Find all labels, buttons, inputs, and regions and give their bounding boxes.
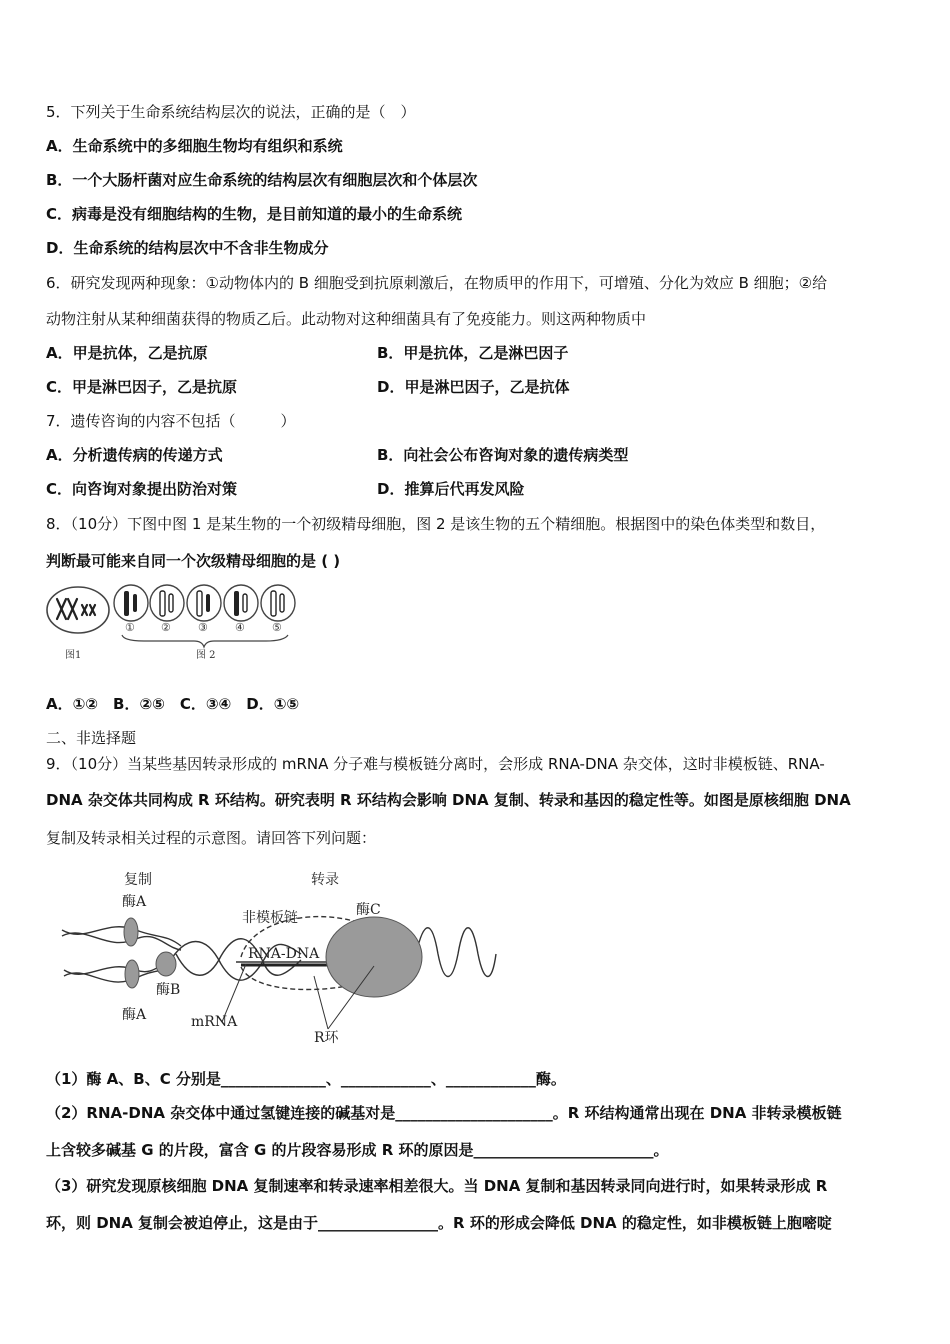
fig2-brace [122, 635, 288, 647]
q7-option-d: D．推算后代再发风险 [377, 480, 525, 498]
cell-label-3: ③ [198, 621, 208, 634]
q9-sub2-line2: 上含较多碱基 G 的片段，富含 G 的片段容易形成 R 环的原因是________________________。 [46, 1141, 669, 1159]
cell-label-4: ④ [235, 621, 245, 634]
label-enzyme-b: 酶B [156, 982, 181, 998]
label-non-template: 非模板链 [242, 910, 298, 926]
sperm-cell-2 [150, 585, 184, 621]
enzyme-a-top [124, 918, 138, 946]
label-rna-dna: RNA-DNA [248, 946, 320, 962]
q8-stem-line2: 判断最可能来自同一个次级精母细胞的是 ( ) [46, 552, 341, 570]
r-loop-diagram [56, 864, 506, 1054]
q9-stem-line1: 9．（10分）当某些基因转录形成的 mRNA 分子难与模板链分离时，会形成 RNA-DNA 杂交体，这时非模板链、RNA- [46, 755, 825, 773]
fig1-chromosomes [57, 599, 95, 619]
enzyme-c [326, 917, 422, 997]
cell-number-labels [125, 621, 282, 634]
q6-option-a: A．甲是抗体，乙是抗原 [46, 344, 208, 362]
q7-option-a: A．分析遗传病的传递方式 [46, 446, 223, 464]
q6-option-c: C．甲是淋巴因子，乙是抗原 [46, 378, 238, 396]
sperm-cell-4 [224, 585, 258, 621]
cell-label-5: ⑤ [272, 621, 282, 634]
q7-stem: 7．遗传咨询的内容不包括（ ） [46, 412, 296, 430]
q7-option-b: B．向社会公布咨询对象的遗传病类型 [377, 446, 629, 464]
q5-option-a: A．生命系统中的多细胞生物均有组织和系统 [46, 137, 343, 155]
q8-options: A．①② B．②⑤ C．③④ D．①⑤ [46, 695, 300, 713]
fig2-label: 图 2 [196, 650, 216, 661]
label-enzyme-a-bottom: 酶A [122, 1007, 147, 1023]
label-enzyme-a-top: 酶A [122, 894, 147, 910]
q6-option-d: D．甲是淋巴因子，乙是抗体 [377, 378, 570, 396]
enzyme-a-bottom [125, 960, 139, 988]
cell-label-2: ② [161, 621, 171, 634]
cell-label-1: ① [125, 621, 135, 634]
upper-strand-1 [62, 933, 181, 950]
r-loop-leader-1 [314, 976, 328, 1029]
q9-sub3-line2: 环，则 DNA 复制会被迫停止，这是由于________________。R 环的形成会降低 DNA 的稳定性，如非模板链上胞嘧啶 [46, 1214, 832, 1232]
label-r-loop: R环 [314, 1030, 339, 1046]
q8-stem-line1: 8．（10分）下图中图 1 是某生物的一个初级精母细胞，图 2 是该生物的五个精细胞。根据图中的染色体类型和数目， [46, 515, 826, 533]
q9-sub1: （1）酶 A、B、C 分别是______________、____________、____________酶。 [46, 1070, 566, 1088]
q6-stem-line2: 动物注射从某种细菌获得的物质乙后。此动物对这种细菌具有了免疫能力。则这两种物质中 [46, 310, 647, 328]
label-replication: 复制 [124, 872, 152, 888]
sperm-cell-3 [187, 585, 221, 621]
q5-option-d: D．生命系统的结构层次中不含非生物成分 [46, 239, 329, 257]
label-mrna: mRNA [191, 1014, 238, 1030]
q5-option-c: C．病毒是没有细胞结构的生物，是目前知道的最小的生命系统 [46, 205, 463, 223]
q9-stem-line2: DNA 杂交体共同构成 R 环结构。研究表明 R 环结构会影响 DNA 复制、转录和基因的稳定性等。如图是原核细胞 DNA [46, 791, 851, 809]
sperm-cell-5 [261, 585, 295, 621]
fig1-label: 图1 [65, 650, 82, 661]
enzyme-b [156, 952, 176, 976]
section-2-title: 二、非选择题 [46, 729, 137, 747]
q9-sub3-line1: （3）研究发现原核细胞 DNA 复制速率和转录速率相差很大。当 DNA 复制和基因转录同向进行时，如果转录形成 R [46, 1177, 828, 1195]
primary-spermatocyte-cell [47, 587, 109, 633]
q5-option-b: B．一个大肠杆菌对应生命系统的结构层次有细胞层次和个体层次 [46, 171, 478, 189]
q9-sub2-line1: （2）RNA-DNA 杂交体中通过氢键连接的碱基对是_____________________。R 环结构通常出现在 DNA 非转录模板链 [46, 1104, 842, 1122]
q9-stem-line3: 复制及转录相关过程的示意图。请回答下列问题： [46, 829, 377, 847]
label-transcription: 转录 [311, 872, 339, 888]
q7-option-c: C．向咨询对象提出防治对策 [46, 480, 238, 498]
q5-stem: 5．下列关于生命系统结构层次的说法，正确的是（ ） [46, 103, 416, 121]
right-coil [416, 928, 496, 977]
chromosome-figure [44, 583, 306, 665]
sperm-cell-1 [114, 585, 148, 621]
label-enzyme-c: 酶C [356, 902, 381, 918]
q6-option-b: B．甲是抗体，乙是淋巴因子 [377, 344, 569, 362]
q6-stem-line1: 6．研究发现两种现象：①动物体内的 B 细胞受到抗原刺激后，在物质甲的作用下，可增殖、分化为效应 B 细胞；②给 [46, 274, 828, 292]
